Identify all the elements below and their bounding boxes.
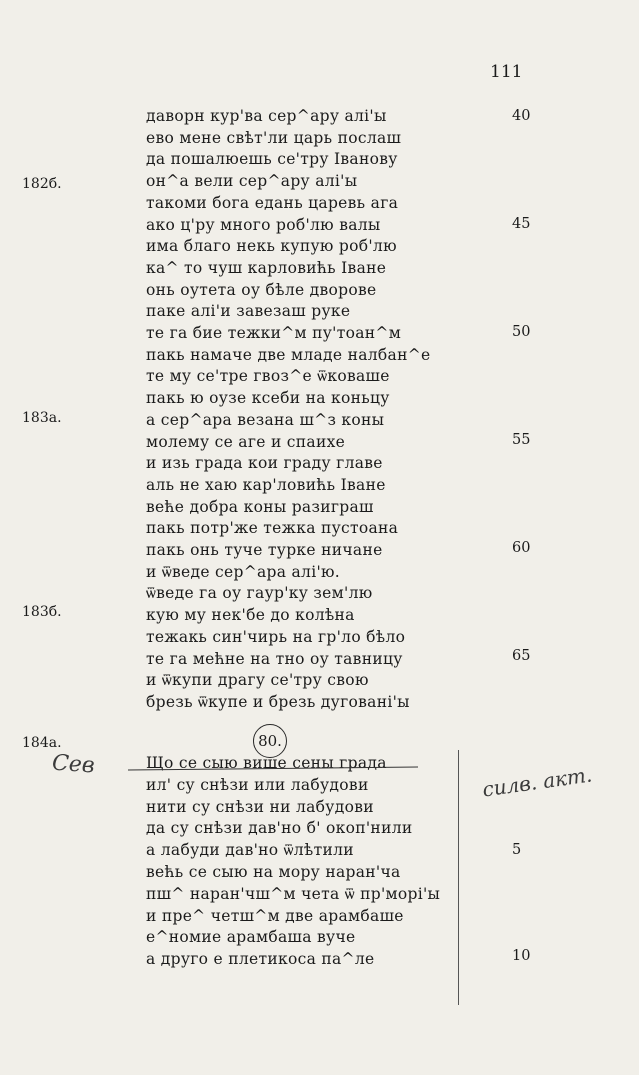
- line-number: 10: [512, 948, 531, 964]
- line-number: 60: [512, 540, 531, 556]
- handwritten-note-right: силв. акт.: [480, 762, 594, 802]
- line-number: 45: [512, 216, 531, 232]
- verse-line: нити су снѣзи ни лабудови: [146, 797, 374, 816]
- verse-line: те га мећне на тно оу тавницу: [146, 649, 403, 668]
- verse-line: ил' су снѣзи или лабудови: [146, 775, 369, 794]
- verse-line: пакь намаче две младе налбан^е: [146, 345, 431, 364]
- folio-marker: 184а.: [22, 735, 62, 751]
- verse-line: молему се аге и спаихе: [146, 432, 346, 451]
- verse-line: он^а вели сер^ару алі'ы: [146, 172, 358, 191]
- verse-line: е^номие арамбаша вуче: [146, 928, 356, 947]
- page-number: 111: [490, 62, 523, 82]
- verse-line: пакь ю оузе ксеби на коньцу: [146, 389, 390, 408]
- verse-line: има благо некь купую роб'лю: [146, 237, 397, 256]
- verse-line: даворн кур'ва сер^ару алі'ы: [146, 107, 387, 125]
- verse-line: аль не хаю кар'ловићь Іване: [146, 475, 386, 494]
- folio-marker: 183а.: [22, 410, 62, 426]
- verse-line: ако ц'ру много роб'лю валы: [146, 215, 381, 234]
- line-number: 65: [512, 648, 531, 664]
- verse-line: и ѿведе сер^ара алі'ю.: [146, 562, 341, 581]
- pencil-margin-line: [458, 750, 459, 1005]
- verse-line: већь се сыю на мору наран'ча: [146, 863, 401, 881]
- verse-line: ево мене свѣт'ли царь послаш: [146, 128, 402, 147]
- verse-line: пш^ наран'чш^м чета ѿ пр'морі'ы: [146, 884, 441, 903]
- verse-line: а лабуди дав'но ѿлѣтили: [146, 841, 354, 860]
- song-number-circled: 80.: [253, 724, 287, 758]
- line-number: 50: [512, 324, 531, 340]
- verse-line: да су снѣзи дав'но б' окоп'нили: [146, 819, 413, 838]
- verse-line: ка^ то чуш карловићь Іване: [146, 258, 387, 277]
- verse-line: те му се'тре гвоз^е ѿковаше: [146, 367, 390, 386]
- handwritten-note-left: Сев: [51, 750, 96, 779]
- verse-line: онь оутета оу бѣле дворове: [146, 280, 377, 299]
- verse-line: и изь града кои граду главе: [146, 454, 383, 473]
- verse-line: такоми бога едань царевь ага: [146, 193, 399, 212]
- verse-line: пакь потр'же тежка пустоана: [146, 519, 399, 538]
- verse-line: и ѿкупи драгу се'тру свою: [146, 671, 369, 690]
- verse-line: кую му нек'бе до колѣна: [146, 606, 355, 625]
- verse-line: тежакь син'чирь на гр'ло бѣло: [146, 627, 406, 646]
- line-number: 40: [512, 108, 531, 124]
- verse-line: веће добра коны разиграш: [146, 497, 374, 516]
- verse-line: брезь ѿкупе и брезь дуговані'ы: [146, 692, 410, 711]
- verse-line: и пре^ четш^м две арамбаше: [146, 906, 404, 925]
- verse-line: а друго е плетикоса па^ле: [146, 950, 375, 969]
- verse-line: да пошалюешь се'тру Іванову: [146, 150, 398, 169]
- line-number: 5: [512, 842, 522, 858]
- verse-line: те га бие тежки^м пу'тоан^м: [146, 324, 402, 342]
- verse-line: а сер^ара везана ш^з коны: [146, 410, 385, 429]
- line-number: 55: [512, 432, 531, 448]
- verse-line: паке алі'и завезаш руке: [146, 302, 351, 321]
- verse-line: ѿведе га оу гаур'ку зем'лю: [146, 584, 373, 603]
- folio-marker: 182б.: [22, 176, 62, 192]
- folio-marker: 183б.: [22, 604, 62, 620]
- verse-line: Що се сыю више сены града: [146, 754, 387, 772]
- verse-line: пакь онь туче турке ничане: [146, 541, 383, 559]
